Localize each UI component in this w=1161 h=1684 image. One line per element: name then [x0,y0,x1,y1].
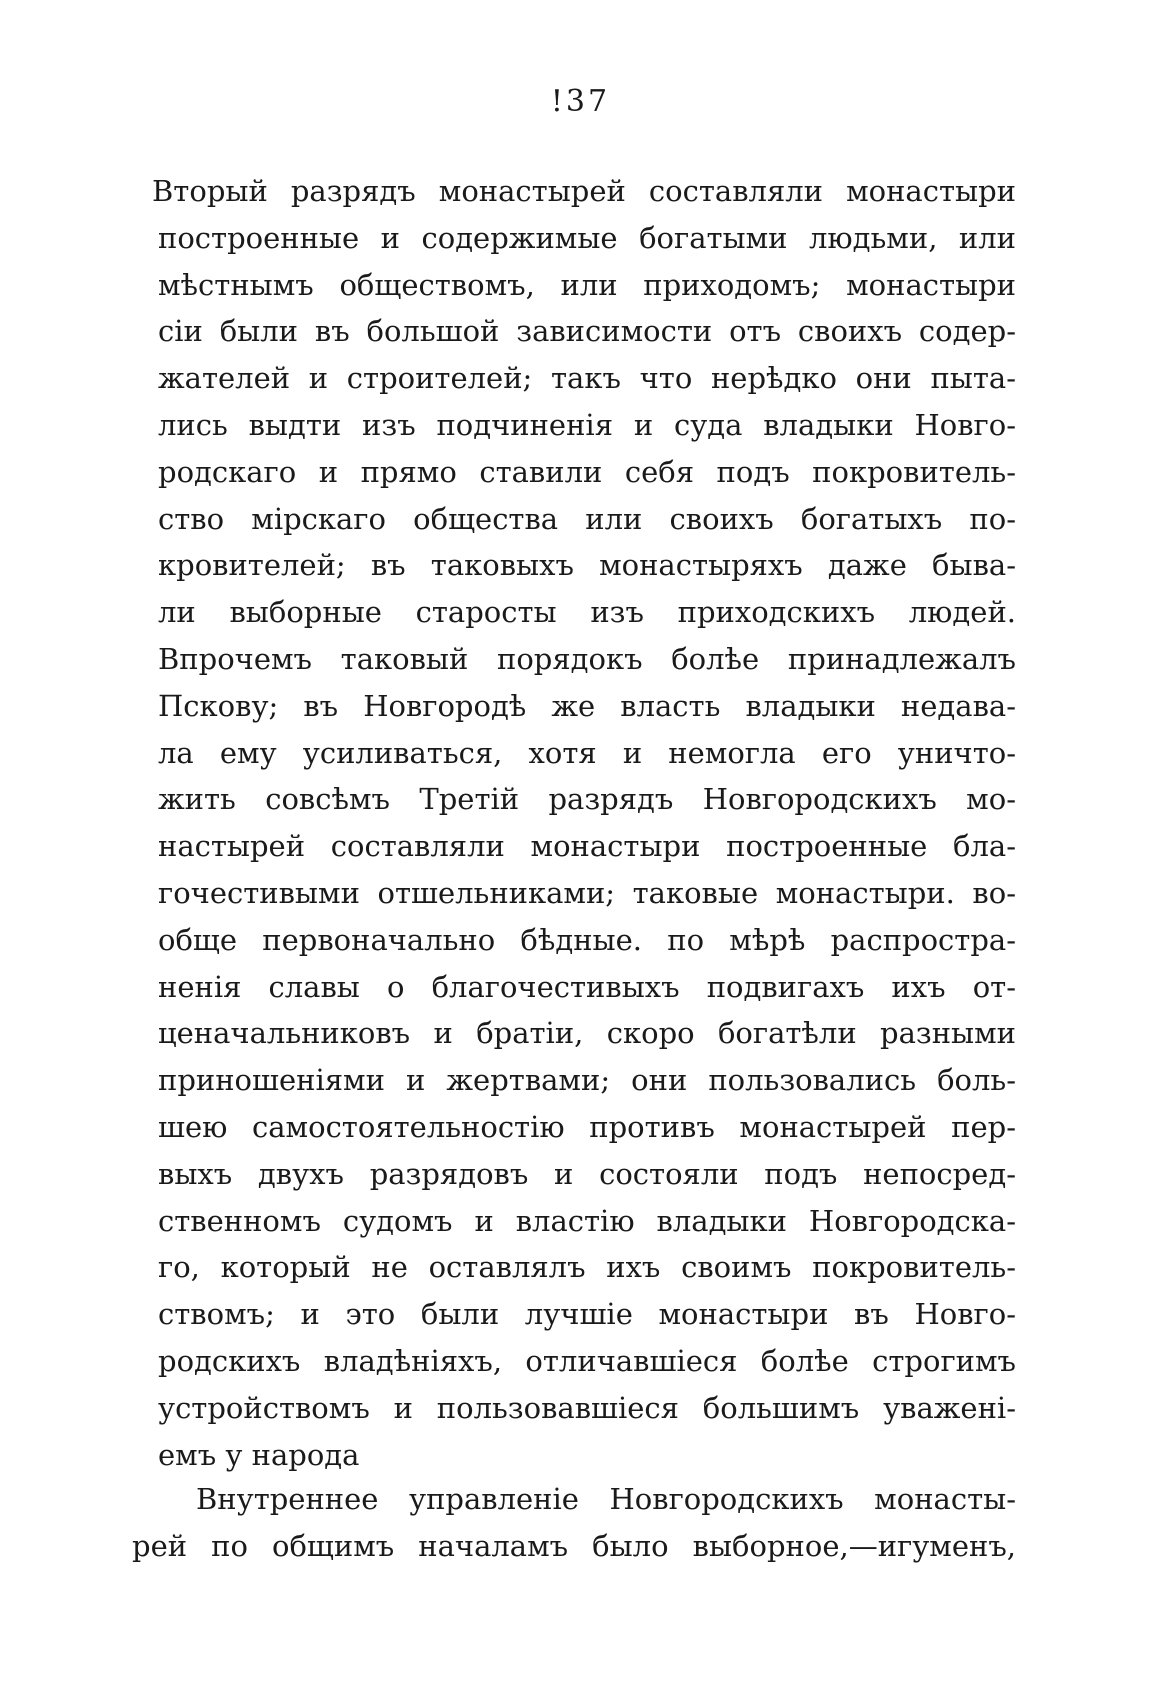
text-line: емъ у народа [158,1437,360,1472]
text-line: сіи были въ большой зависимости отъ своихъ содер- [158,314,1016,349]
text-line: ла ему усиливаться, хотя и немогла его уничто- [158,735,1016,770]
text-line: Пскову; въ Новгородѣ же власть владыки недава- [158,688,1016,723]
text-line: обще первоначально бѣдные. по мѣрѣ распростра- [158,922,1016,957]
text-line: кровителей; въ таковыхъ монастыряхъ даже быва- [158,548,1016,583]
paragraph-1 [152,168,1016,1478]
text-line: настырей составляли монастыри построенные бла- [158,829,1016,864]
text-line: жателей и строителей; такъ что нерѣдко они пыта- [158,361,1016,396]
text-line: ненія славы о благочестивыхъ подвигахъ ихъ от- [158,969,1016,1004]
text-line: гочестивыми отшельниками; таковые монастыри. во- [158,875,1016,910]
text-line: Впрочемъ таковый порядокъ болѣе принадлежалъ [158,641,1016,676]
text-line: ценачальниковъ и братіи, скоро богатѣли разными [158,1016,1016,1051]
text-line: родскаго и прямо ставили себя подъ покровитель- [158,454,1016,489]
text-line: родскихъ владѣніяхъ, отличавшіеся болѣе строгимъ [158,1343,1016,1378]
text-line: построенные и содержимые богатыми людьми, или [158,220,1016,255]
text-line: ственномъ судомъ и властію владыки Новгородска- [158,1203,1016,1238]
text-line: шею самостоятельностію противъ монастырей пер- [158,1109,1016,1144]
paragraph-2 [132,1476,1016,1570]
text-line: лись выдти изъ подчиненія и суда владыки Новго- [158,407,1016,442]
text-line: рей по общимъ началамъ было выборное,—игуменъ, [132,1528,1016,1563]
text-line: ли выборные старосты изъ приходскихъ людей. [158,595,1016,630]
page-number: !37 [550,84,611,119]
text-line: устройствомъ и пользовавшіеся большимъ уваженi- [158,1390,1016,1425]
text-line: Внутреннее управленіе Новгородскихъ монасты- [196,1482,1016,1516]
text-line: Вторый разрядъ монастырей составляли монастыри [152,174,1016,208]
text-line: ствомъ; и это были лучшіе монастыри въ Новго- [158,1297,1016,1332]
text-line: ство мірскаго общества или своихъ богатыхъ по- [158,501,1016,536]
text-line: выхъ двухъ разрядовъ и состояли подъ непосред- [158,1156,1016,1191]
text-line: приношеніями и жертвами; они пользовались боль- [158,1063,1016,1098]
text-line: жить совсѣмъ Третій разрядъ Новгородскихъ мо- [158,782,1016,817]
text-line: мѣстнымъ обществомъ, или приходомъ; монастыри [158,267,1016,302]
text-line: го, который не оставлялъ ихъ своимъ покровитель- [158,1250,1016,1285]
